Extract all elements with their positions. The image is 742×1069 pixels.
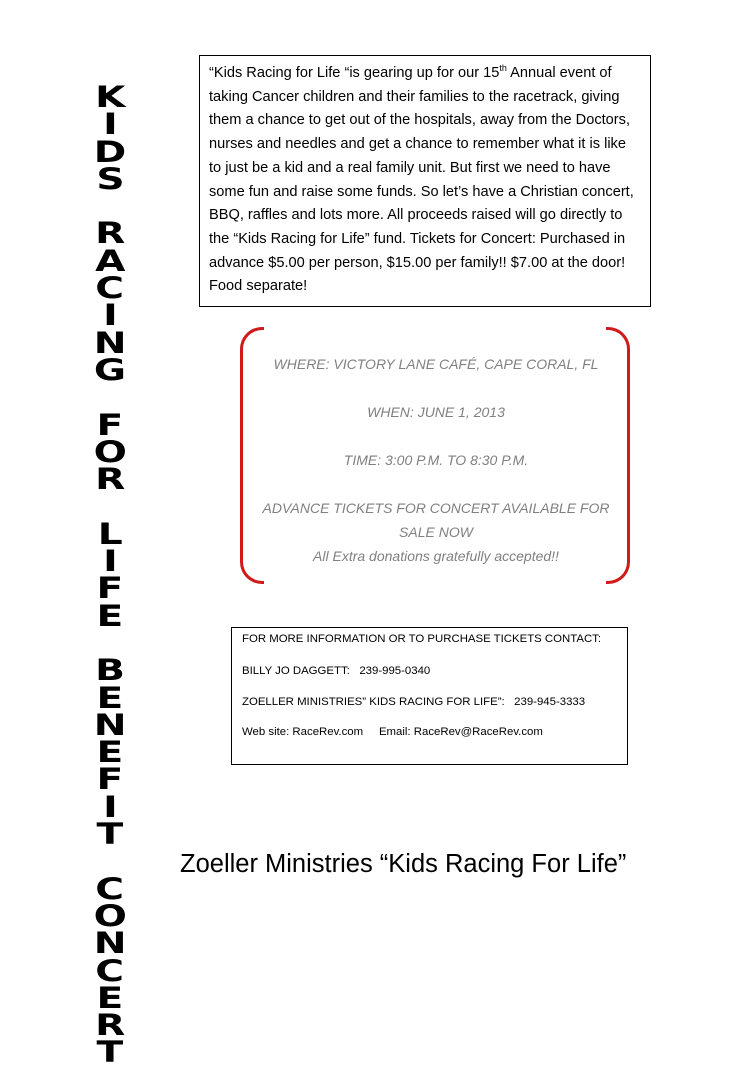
vertical-title-letter: I (102, 107, 118, 142)
vertical-title-letter: R (94, 216, 126, 251)
contact-web: Web site: RaceRev.com Email: RaceRev@RaceRev.com (242, 726, 543, 738)
spacer (256, 376, 616, 400)
event-advance-line1: ADVANCE TICKETS FOR CONCERT AVAILABLE FOR (262, 500, 610, 516)
vertical-title-letter: N (93, 926, 127, 961)
contact-ministry: ZOELLER MINISTRIES” KIDS RACING FOR LIFE”: 239-945-3333 (242, 696, 586, 708)
vertical-title-letter: A (94, 243, 126, 278)
footer-title: Zoeller Ministries “Kids Racing For Life” (180, 850, 627, 878)
vertical-title-letter: F (96, 407, 124, 442)
contact-heading: FOR MORE INFORMATION OR TO PURCHASE TICKETS CONTACT: (242, 633, 602, 645)
vertical-title-letter: E (96, 680, 124, 715)
vertical-title-letter: O (93, 898, 127, 933)
vertical-title-letter: N (93, 707, 127, 742)
intro-superscript: th (499, 63, 507, 73)
vertical-title-letter: I (102, 298, 118, 333)
vertical-title-letter: E (96, 598, 124, 633)
event-donations: All Extra donations gratefully accepted!! (313, 548, 559, 564)
contact-box (231, 627, 628, 765)
vertical-title-letter: S (95, 161, 125, 196)
vertical-title-letter: L (97, 516, 123, 551)
event-where: WHERE: VICTORY LANE CAFÉ, CAPE CORAL, FL (273, 356, 599, 372)
vertical-title (85, 80, 135, 1069)
vertical-title-letter: B (95, 653, 125, 688)
vertical-title-letter: E (96, 735, 124, 770)
vertical-title-letter: T (96, 1035, 124, 1069)
vertical-title-letter: G (93, 352, 127, 387)
spacer (256, 424, 616, 448)
event-when: WHEN: JUNE 1, 2013 (367, 404, 505, 420)
spacer (256, 472, 616, 496)
vertical-title-letter: O (93, 434, 127, 469)
vertical-title-letter: K (94, 80, 126, 114)
event-time: TIME: 3:00 P.M. TO 8:30 P.M. (343, 452, 529, 468)
vertical-title-letter: I (102, 544, 118, 579)
event-info (256, 352, 616, 568)
vertical-title-letter: D (93, 134, 127, 169)
vertical-title-letter: R (94, 1008, 126, 1043)
vertical-title-letter: T (96, 817, 124, 852)
contact-person: BILLY JO DAGGETT: 239-995-0340 (242, 665, 431, 677)
intro-rest: Annual event of taking Cancer children and their families to the racetrack, giving them a chance to get out of the hospitals, away from the Doctors, nurses and needles and get a chance to remember what it is like to just be a kid and a real family unit. But first we need to have some fun and raise some funds. So let’s have a Christian concert, BBQ, raffles and lots more. All proceeds raised will go directly to the “Kids Racing for Life” fund. Tickets for Concert: Purchased in advance $5.00 per person, $15.00 per family!! $7.00 at the door! Food separate! (209, 65, 634, 295)
vertical-title-letter: C (95, 953, 125, 988)
vertical-title-letter: E (96, 980, 124, 1015)
event-advance-line2: SALE NOW (399, 524, 473, 540)
intro-box (199, 55, 651, 307)
vertical-title-letter: F (96, 571, 124, 606)
vertical-title-letter: R (94, 462, 126, 497)
vertical-title-letter: C (95, 271, 125, 306)
vertical-title-letter: C (95, 871, 125, 906)
intro-lead: “Kids Racing for Life “is gearing up for our 15 (209, 65, 500, 81)
vertical-title-letter: F (96, 762, 124, 797)
vertical-title-letter: I (102, 789, 118, 824)
vertical-title-letter: N (93, 325, 127, 360)
